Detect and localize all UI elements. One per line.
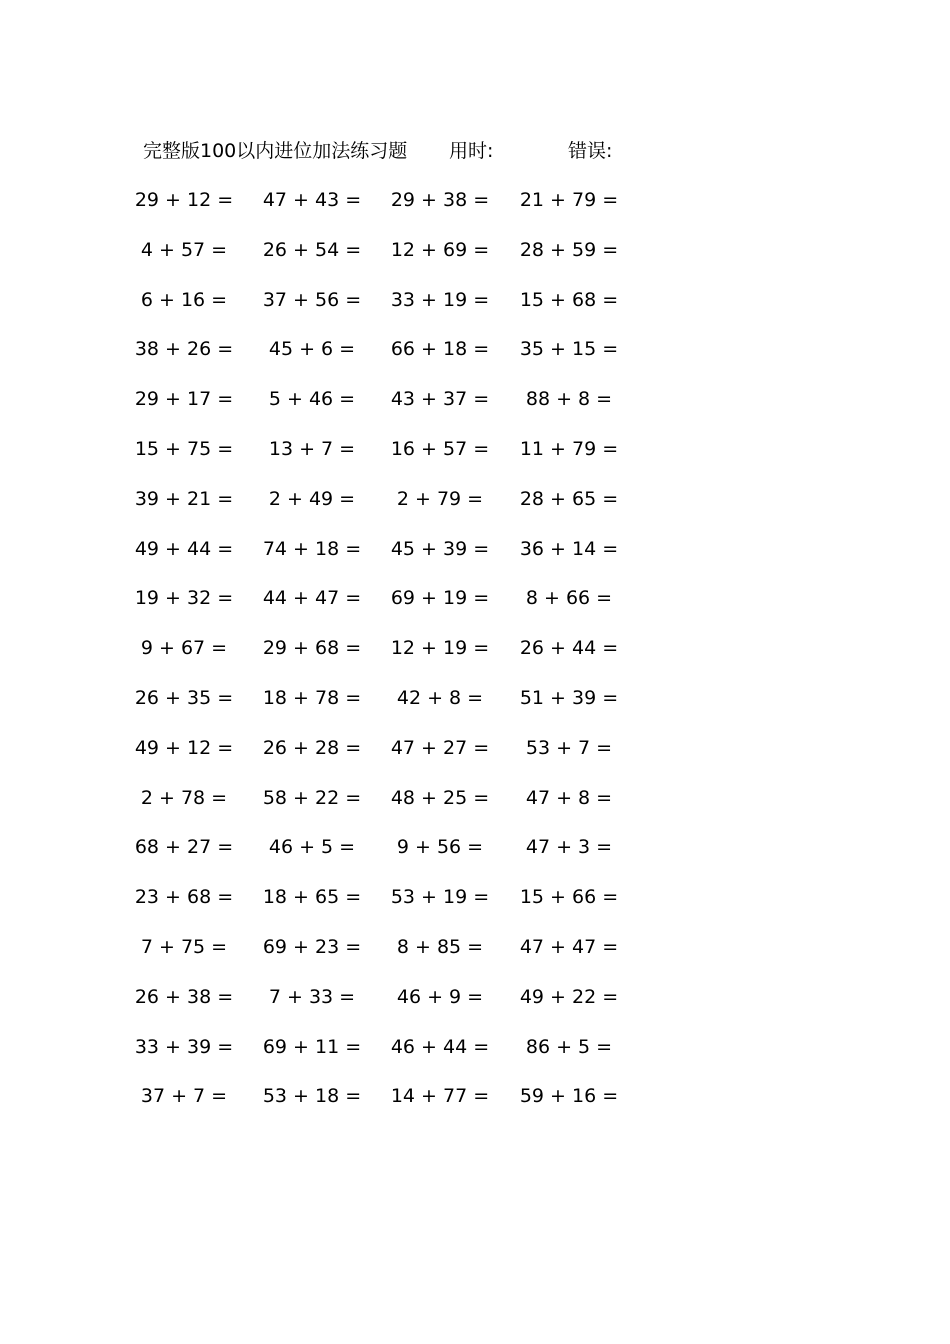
problem-r17-c1: 26 + 38 = bbox=[134, 986, 234, 1008]
problem-r15-c4: 15 + 66 = bbox=[519, 886, 619, 908]
problem-r7-c3: 2 + 79 = bbox=[396, 488, 484, 510]
problem-r12-c2: 26 + 28 = bbox=[262, 737, 362, 759]
problem-r5-c1: 29 + 17 = bbox=[134, 388, 234, 410]
problem-r8-c3: 45 + 39 = bbox=[390, 538, 490, 560]
problem-r6-c3: 16 + 57 = bbox=[390, 438, 490, 460]
problem-r12-c4: 53 + 7 = bbox=[525, 737, 613, 759]
problem-r11-c1: 26 + 35 = bbox=[134, 687, 234, 709]
problem-r6-c1: 15 + 75 = bbox=[134, 438, 234, 460]
problem-r1-c1: 29 + 12 = bbox=[134, 189, 234, 211]
problem-r14-c3: 9 + 56 = bbox=[396, 836, 484, 858]
problem-r19-c1: 37 + 7 = bbox=[140, 1085, 228, 1107]
problem-r14-c4: 47 + 3 = bbox=[525, 836, 613, 858]
problem-r1-c2: 47 + 43 = bbox=[262, 189, 362, 211]
problem-r3-c4: 15 + 68 = bbox=[519, 289, 619, 311]
problem-r16-c2: 69 + 23 = bbox=[262, 936, 362, 958]
problem-r19-c2: 53 + 18 = bbox=[262, 1085, 362, 1107]
problem-r15-c1: 23 + 68 = bbox=[134, 886, 234, 908]
problem-r16-c1: 7 + 75 = bbox=[140, 936, 228, 958]
problem-r17-c4: 49 + 22 = bbox=[519, 986, 619, 1008]
problem-r2-c2: 26 + 54 = bbox=[262, 239, 362, 261]
problem-r1-c3: 29 + 38 = bbox=[390, 189, 490, 211]
problem-r10-c4: 26 + 44 = bbox=[519, 637, 619, 659]
problem-r4-c4: 35 + 15 = bbox=[519, 338, 619, 360]
problem-r2-c1: 4 + 57 = bbox=[140, 239, 228, 261]
problem-r16-c3: 8 + 85 = bbox=[396, 936, 484, 958]
problem-r3-c2: 37 + 56 = bbox=[262, 289, 362, 311]
problem-r13-c2: 58 + 22 = bbox=[262, 787, 362, 809]
problem-r9-c4: 8 + 66 = bbox=[525, 587, 613, 609]
problem-r10-c2: 29 + 68 = bbox=[262, 637, 362, 659]
problem-r13-c1: 2 + 78 = bbox=[140, 787, 228, 809]
problem-r6-c2: 13 + 7 = bbox=[268, 438, 356, 460]
problem-r18-c1: 33 + 39 = bbox=[134, 1036, 234, 1058]
problem-r12-c3: 47 + 27 = bbox=[390, 737, 490, 759]
problem-r11-c2: 18 + 78 = bbox=[262, 687, 362, 709]
problem-r17-c3: 46 + 9 = bbox=[396, 986, 484, 1008]
problem-r14-c2: 46 + 5 = bbox=[268, 836, 356, 858]
problem-r18-c4: 86 + 5 = bbox=[525, 1036, 613, 1058]
problem-r10-c3: 12 + 19 = bbox=[390, 637, 490, 659]
problem-r7-c1: 39 + 21 = bbox=[134, 488, 234, 510]
problem-r11-c4: 51 + 39 = bbox=[519, 687, 619, 709]
problem-r18-c3: 46 + 44 = bbox=[390, 1036, 490, 1058]
problem-r15-c3: 53 + 19 = bbox=[390, 886, 490, 908]
problem-r15-c2: 18 + 65 = bbox=[262, 886, 362, 908]
problem-r13-c4: 47 + 8 = bbox=[525, 787, 613, 809]
problem-r9-c2: 44 + 47 = bbox=[262, 587, 362, 609]
problem-r13-c3: 48 + 25 = bbox=[390, 787, 490, 809]
problem-r9-c3: 69 + 19 = bbox=[390, 587, 490, 609]
problem-r2-c3: 12 + 69 = bbox=[390, 239, 490, 261]
problem-r10-c1: 9 + 67 = bbox=[140, 637, 228, 659]
problem-r5-c4: 88 + 8 = bbox=[525, 388, 613, 410]
problem-r2-c4: 28 + 59 = bbox=[519, 239, 619, 261]
problem-r9-c1: 19 + 32 = bbox=[134, 587, 234, 609]
problem-r4-c1: 38 + 26 = bbox=[134, 338, 234, 360]
problem-r4-c2: 45 + 6 = bbox=[268, 338, 356, 360]
problem-r3-c3: 33 + 19 = bbox=[390, 289, 490, 311]
time-used-label: 用时: bbox=[449, 140, 494, 162]
worksheet-title: 完整版100以内进位加法练习题 bbox=[143, 140, 408, 162]
errors-label: 错误: bbox=[568, 140, 613, 162]
problem-r12-c1: 49 + 12 = bbox=[134, 737, 234, 759]
problem-r7-c2: 2 + 49 = bbox=[268, 488, 356, 510]
problem-r19-c3: 14 + 77 = bbox=[390, 1085, 490, 1107]
problem-r8-c4: 36 + 14 = bbox=[519, 538, 619, 560]
problem-r16-c4: 47 + 47 = bbox=[519, 936, 619, 958]
problem-r11-c3: 42 + 8 = bbox=[396, 687, 484, 709]
problem-r8-c2: 74 + 18 = bbox=[262, 538, 362, 560]
problem-r4-c3: 66 + 18 = bbox=[390, 338, 490, 360]
problem-r18-c2: 69 + 11 = bbox=[262, 1036, 362, 1058]
problem-r6-c4: 11 + 79 = bbox=[519, 438, 619, 460]
problem-r5-c2: 5 + 46 = bbox=[268, 388, 356, 410]
problem-r7-c4: 28 + 65 = bbox=[519, 488, 619, 510]
problem-r19-c4: 59 + 16 = bbox=[519, 1085, 619, 1107]
problem-r1-c4: 21 + 79 = bbox=[519, 189, 619, 211]
problem-r3-c1: 6 + 16 = bbox=[140, 289, 228, 311]
problem-r8-c1: 49 + 44 = bbox=[134, 538, 234, 560]
problem-r14-c1: 68 + 27 = bbox=[134, 836, 234, 858]
problem-r5-c3: 43 + 37 = bbox=[390, 388, 490, 410]
problem-r17-c2: 7 + 33 = bbox=[268, 986, 356, 1008]
